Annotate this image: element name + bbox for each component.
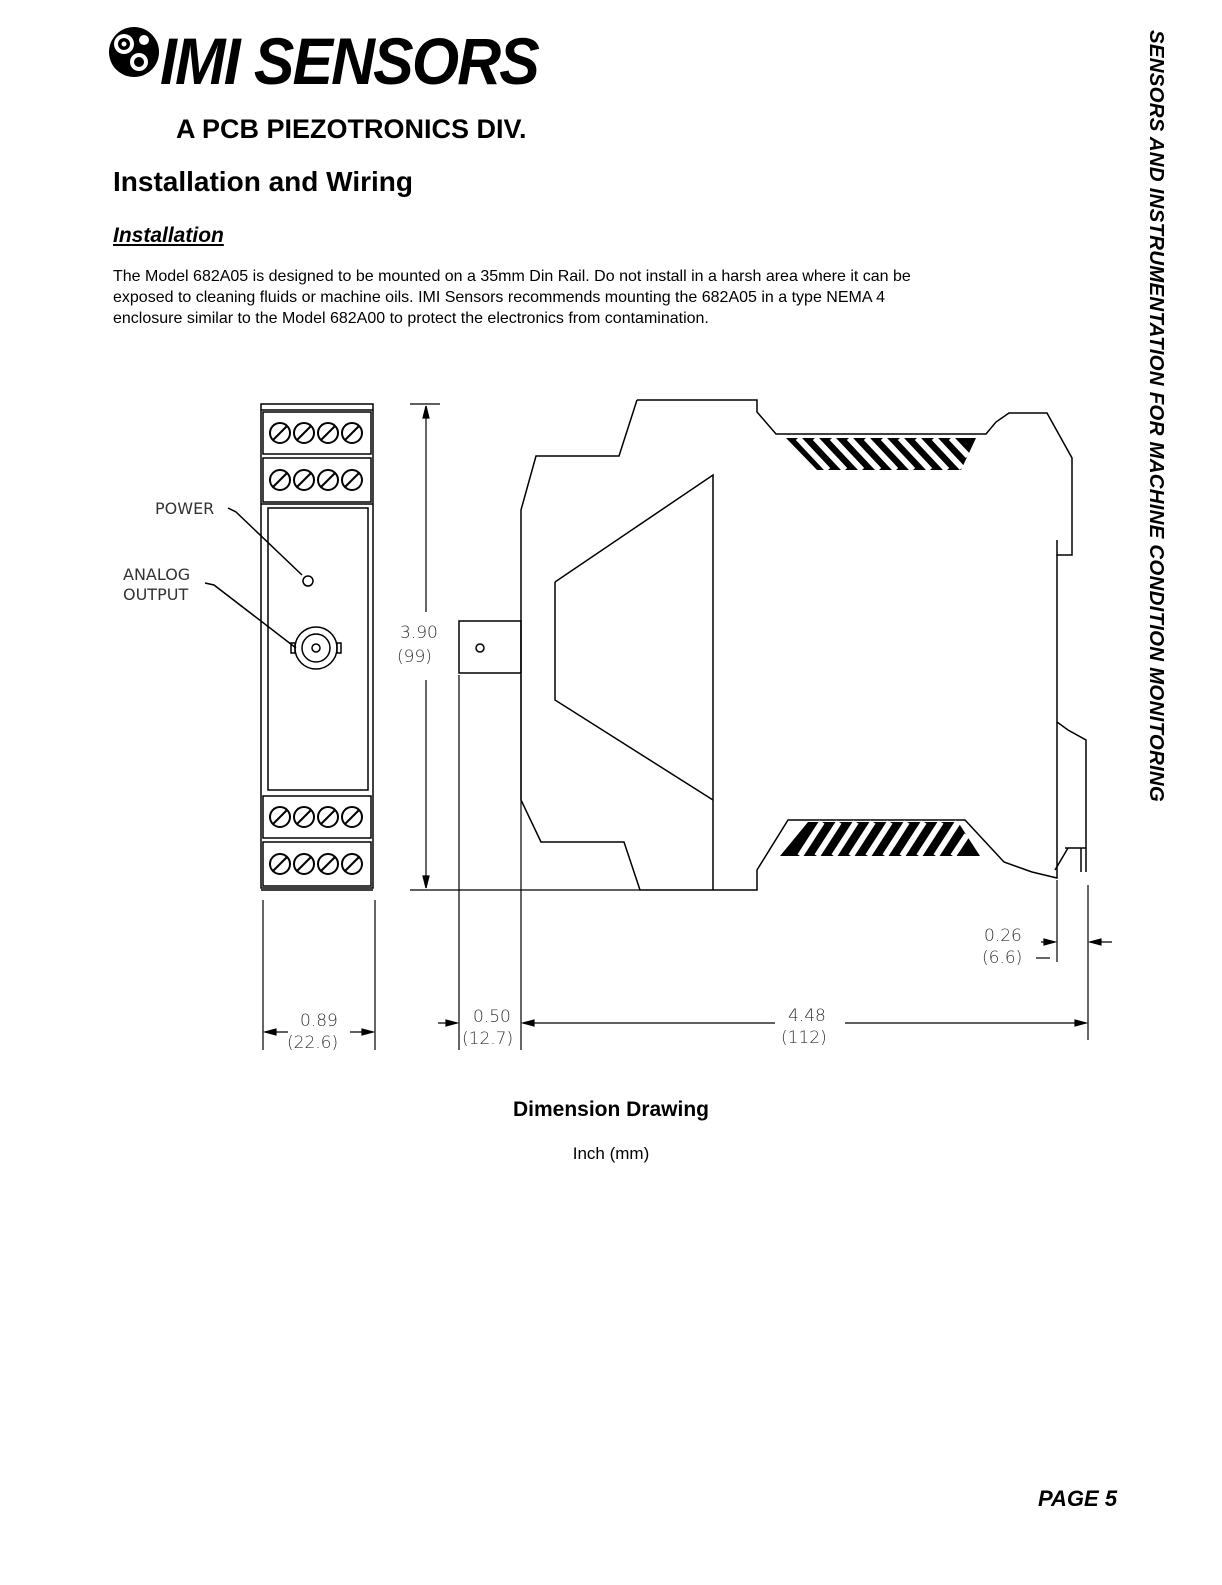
logo-wordmark: IMI SENSORS <box>160 24 538 98</box>
vertical-sidebar <box>1142 30 1168 990</box>
rail-in-label: 0.26 <box>984 926 1022 946</box>
depth-mm-label: (112) <box>781 1028 827 1048</box>
division-tagline: A PCB PIEZOTRONICS DIV. <box>176 114 527 144</box>
sidebar-text: SENSORS AND INSTRUMENTATION FOR MACHINE CONDITION MONITORING <box>1145 30 1168 803</box>
analog-label: ANALOG <box>123 565 191 584</box>
section-subtitle: Installation <box>113 224 224 247</box>
output-label: OUTPUT <box>123 585 189 604</box>
tab-mm-label: (12.7) <box>462 1029 514 1049</box>
width-in-label: 0.89 <box>300 1011 338 1031</box>
page-number: PAGE 5 <box>1038 1486 1118 1511</box>
paragraph-line: exposed to cleaning fluids or machine oils. IMI Sensors recommends mounting the 682A05 in a type NEMA 4 <box>113 289 885 306</box>
drawing-caption: Dimension Drawing <box>512 1098 710 1121</box>
width-mm-label: (22.6) <box>287 1033 339 1053</box>
paragraph-line: The Model 682A05 is designed to be mounted on a 35mm Din Rail. Do not install in a harsh area where it can be <box>113 268 911 285</box>
drawing-units: Inch (mm) <box>572 1144 650 1163</box>
hatch-stripes <box>780 438 980 856</box>
height-mm-label: (99) <box>397 647 432 667</box>
power-label: POWER <box>155 499 215 518</box>
rail-mm-label: (6.6) <box>982 948 1023 968</box>
side-view <box>459 400 1086 890</box>
depth-in-label: 4.48 <box>788 1006 826 1026</box>
paragraph-line: enclosure similar to the Model 682A00 to protect the electronics from contamination. <box>113 310 709 327</box>
section-title: Installation and Wiring <box>113 166 413 197</box>
terminal-screws <box>270 423 362 874</box>
tab-in-label: 0.50 <box>473 1007 511 1027</box>
height-in-label: 3.90 <box>400 623 438 643</box>
tab-dimension <box>438 675 1088 1050</box>
rail-dimension <box>1036 880 1112 962</box>
height-dimension <box>410 404 640 890</box>
